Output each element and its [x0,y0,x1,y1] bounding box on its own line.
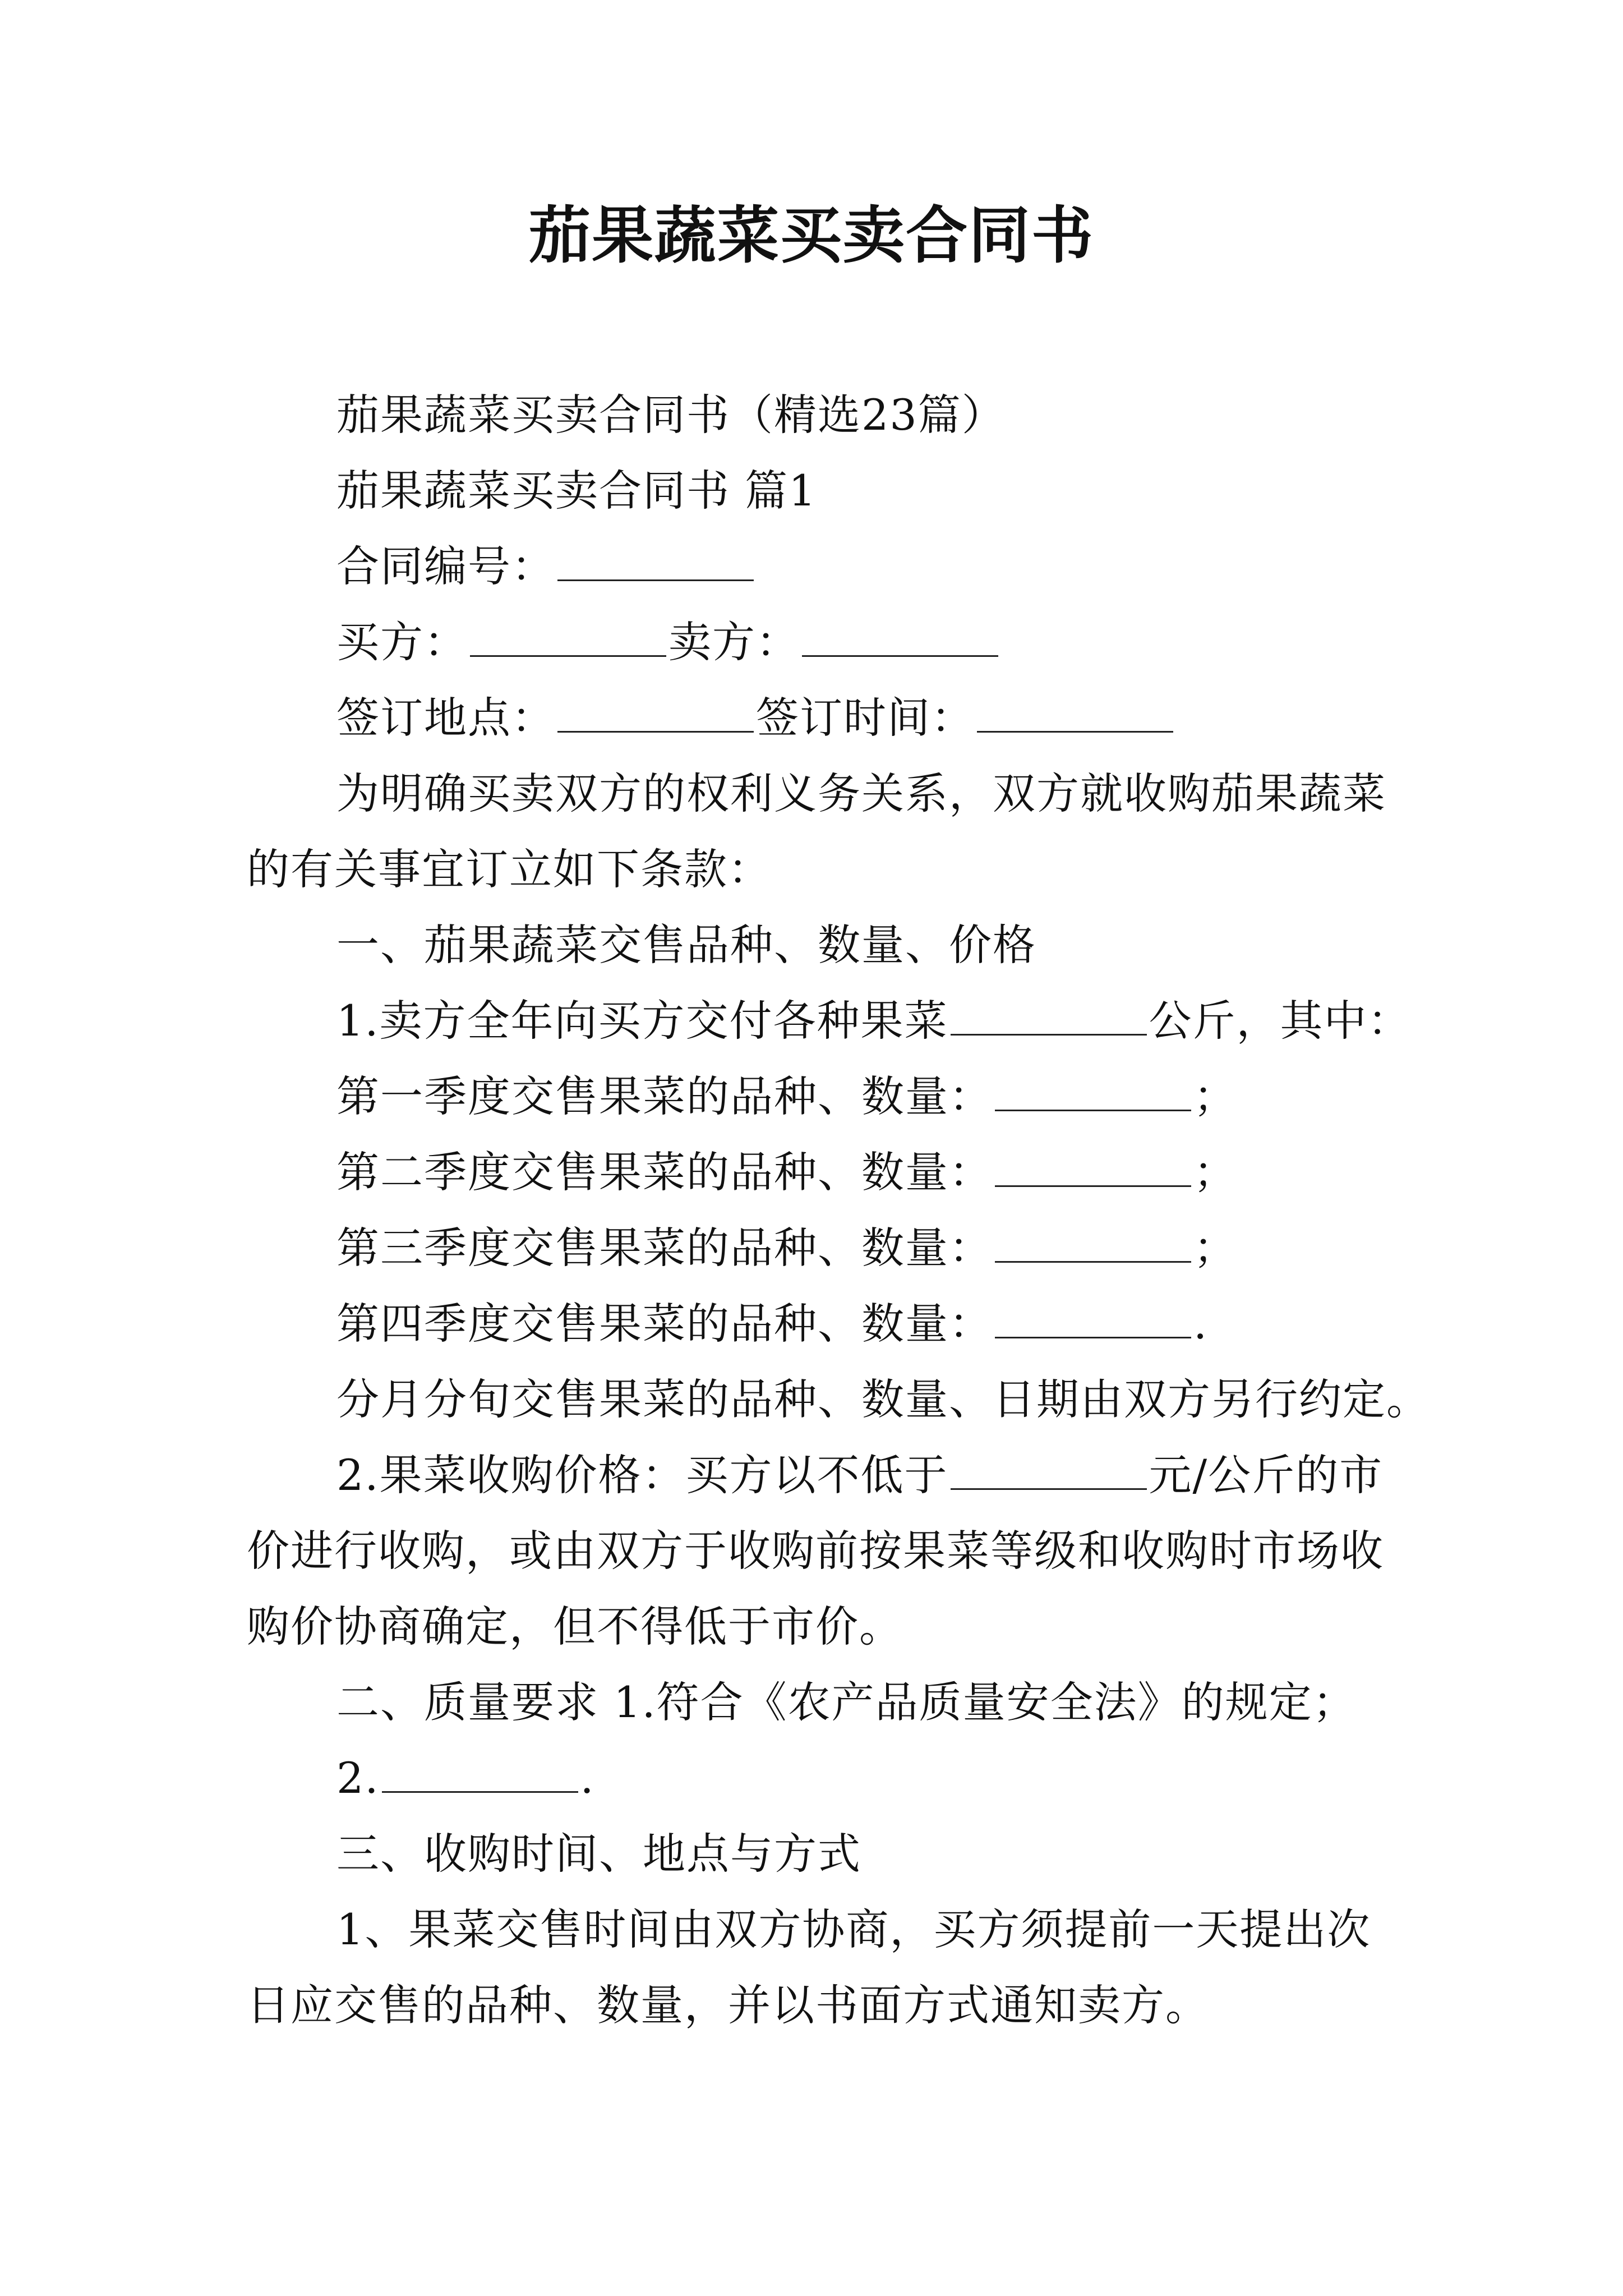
quarter-line [336,1296,1208,1352]
quarter-line [336,1220,1237,1276]
price-line [336,1447,1383,1503]
price-text: 2.果菜收购价格：买方以不低于 [336,1450,948,1500]
quarter-label: 第二季度交售果菜的品种、数量： [336,1147,993,1197]
paragraph-line [247,1523,1384,1579]
quarter-label: 第四季度交售果菜的品种、数量： [336,1299,993,1349]
parties-line [336,614,1000,670]
quarter-label: 第三季度交售果菜的品种、数量： [336,1223,993,1273]
clause-text: 2. [336,1753,380,1803]
signing-time-label: 签订时间： [756,693,975,743]
seller-label: 卖方： [668,617,800,667]
paragraph-line [336,766,1386,822]
clause-heading-text: 三、收购时间、地点与方式 [336,1829,861,1879]
quarter-punct: ； [1193,1223,1237,1273]
paragraph-text: 价进行收购，或由双方于收购前按果菜等级和收购时市场收 [247,1526,1384,1576]
clause-heading [336,1826,861,1882]
price-blank [951,1449,1147,1490]
paragraph-line [336,1372,1430,1428]
clause-heading-text: 一、茄果蔬菜交售品种、数量、价格 [336,920,1036,970]
clause-text: . [580,1753,595,1803]
paragraph-line [247,841,772,898]
paragraph-text: 分月分旬交售果菜的品种、数量、日期由双方另行约定。 [336,1374,1430,1424]
subtitle-line [336,387,1006,443]
paragraph-text: 日应交售的品种、数量，并以书面方式通知卖方。 [247,1980,1209,2030]
quarter-punct: ； [1193,1147,1237,1197]
clause-text: 1.卖方全年向买方交付各种果菜 [336,996,948,1046]
quarter-label: 第一季度交售果菜的品种、数量： [336,1071,993,1121]
quarter-punct: ； [1193,1071,1237,1121]
price-text: 元/公斤的市 [1149,1450,1384,1500]
quality-blank [382,1752,578,1793]
quarter-blank [995,1297,1191,1338]
quarter-punct: . [1193,1299,1209,1349]
section-heading [336,463,817,519]
contract-number-label: 合同编号： [336,541,555,591]
contract-number-line [336,539,756,595]
clause-heading-text: 二、质量要求 1.符合《农产品质量安全法》的规定； [336,1677,1357,1727]
clause-heading [336,1674,1357,1731]
section-heading-text: 茄果蔬菜买卖合同书 篇1 [336,466,817,516]
clause-text: 公斤，其中： [1149,996,1412,1046]
paragraph-text: 的有关事宜订立如下条款： [247,844,772,894]
buyer-label: 买方： [336,617,468,667]
clause-heading [336,917,1036,973]
quarter-line [336,1069,1237,1125]
paragraph-line [247,1599,903,1655]
paragraph-text: 为明确买卖双方的权利义务关系，双方就收购茄果蔬菜 [336,769,1386,818]
subtitle-text: 茄果蔬菜买卖合同书（精选23篇） [336,390,1006,440]
quarter-blank [995,1222,1191,1263]
paragraph-line [247,1977,1209,2033]
paragraph-text: 1、果菜交售时间由双方协商，买方须提前一天提出次 [336,1904,1371,1954]
signing-line [336,690,1175,746]
clause-line [336,993,1412,1049]
quarter-blank [995,1146,1191,1187]
contract-number-blank [557,540,754,581]
signing-place-blank [557,692,754,733]
paragraph-line [336,1902,1371,1958]
quarter-blank [995,1070,1191,1111]
signing-place-label: 签订地点： [336,693,555,743]
quarter-line [336,1144,1237,1200]
seller-blank [802,616,998,657]
paragraph-text: 购价协商确定，但不得低于市价。 [247,1602,903,1651]
clause-line [336,1750,595,1806]
buyer-blank [470,616,666,657]
signing-time-blank [977,692,1173,733]
quantity-blank [951,995,1147,1036]
document-title: 茄果蔬菜买卖合同书 [529,199,1094,272]
